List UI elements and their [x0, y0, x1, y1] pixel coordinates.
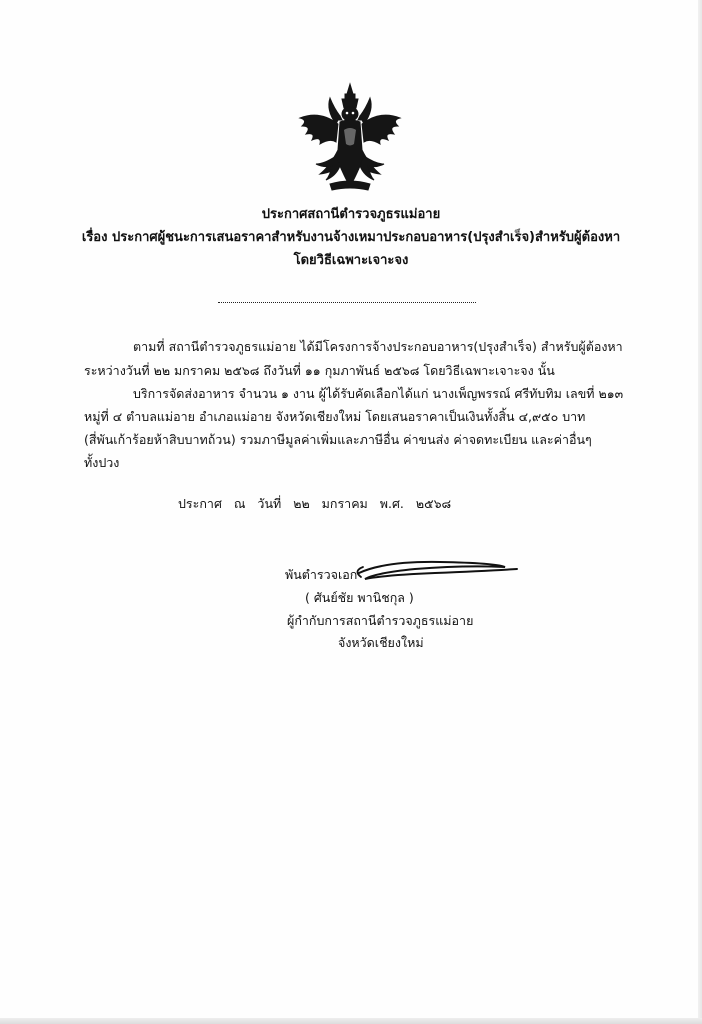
document-method: โดยวิธีเฉพาะเจาะจง [293, 253, 409, 268]
garuda-emblem-icon [290, 80, 410, 198]
body-line: ระหว่างวันที่ ๒๒ มกราคม ๒๕๖๘ ถึงวันที่ ๑๑ กุมภาพันธ์ ๒๕๖๘ โดยวิธีเฉพาะเจาะจง นั้น [84, 363, 555, 378]
signer-position: ผู้กำกับการสถานีตำรวจภูธรแม่อาย [287, 613, 474, 628]
announcement-date: ประกาศ ณ วันที่ ๒๒ มกราคม พ.ศ. ๒๕๖๘ [178, 496, 452, 511]
page-edge [0, 1018, 702, 1024]
signer-name: ( ศันย์ชัย พานิชกุล ) [305, 590, 414, 605]
document-subject: เรื่อง ประกาศผู้ชนะการเสนอราคาสำหรับงานจ้างเหมาประกอบอาหาร(ปรุงสำเร็จ)สำหรับผู้ต้องหา [81, 230, 621, 245]
body-line: ทั้งปวง [84, 455, 120, 470]
signer-rank: พันตำรวจเอก [285, 567, 358, 582]
body-line: (สี่พันเก้าร้อยห้าสิบบาทถ้วน) รวมภาษีมูลค่าเพิ่มและภาษีอื่น ค่าขนส่ง ค่าจดทะเบียน และค่าอื่นๆ [84, 432, 592, 447]
body-line: หมู่ที่ ๔ ตำบลแม่อาย อำเภอแม่อาย จังหวัดเชียงใหม่ โดยเสนอราคาเป็นเงินทั้งสิ้น ๔,๙๕๐ บาท [84, 409, 586, 424]
handwritten-signature [345, 549, 520, 589]
document-title: ประกาศสถานีตำรวจภูธรแม่อาย [261, 207, 441, 222]
signer-province: จังหวัดเชียงใหม่ [338, 635, 424, 650]
body-line: ตามที่ สถานีตำรวจภูธรแม่อาย ได้มีโครงการจ้างประกอบอาหาร(ปรุงสำเร็จ) สำหรับผู้ต้องหา [133, 339, 623, 354]
dotted-separator [218, 302, 476, 303]
page-edge [698, 0, 702, 1024]
body-line: บริการจัดส่งอาหาร จำนวน ๑ งาน ผู้ได้รับคัดเลือกได้แก่ นางเพ็ญพรรณ์ ศรีทับทิม เลขที่ ๒๑๓ [133, 386, 624, 401]
